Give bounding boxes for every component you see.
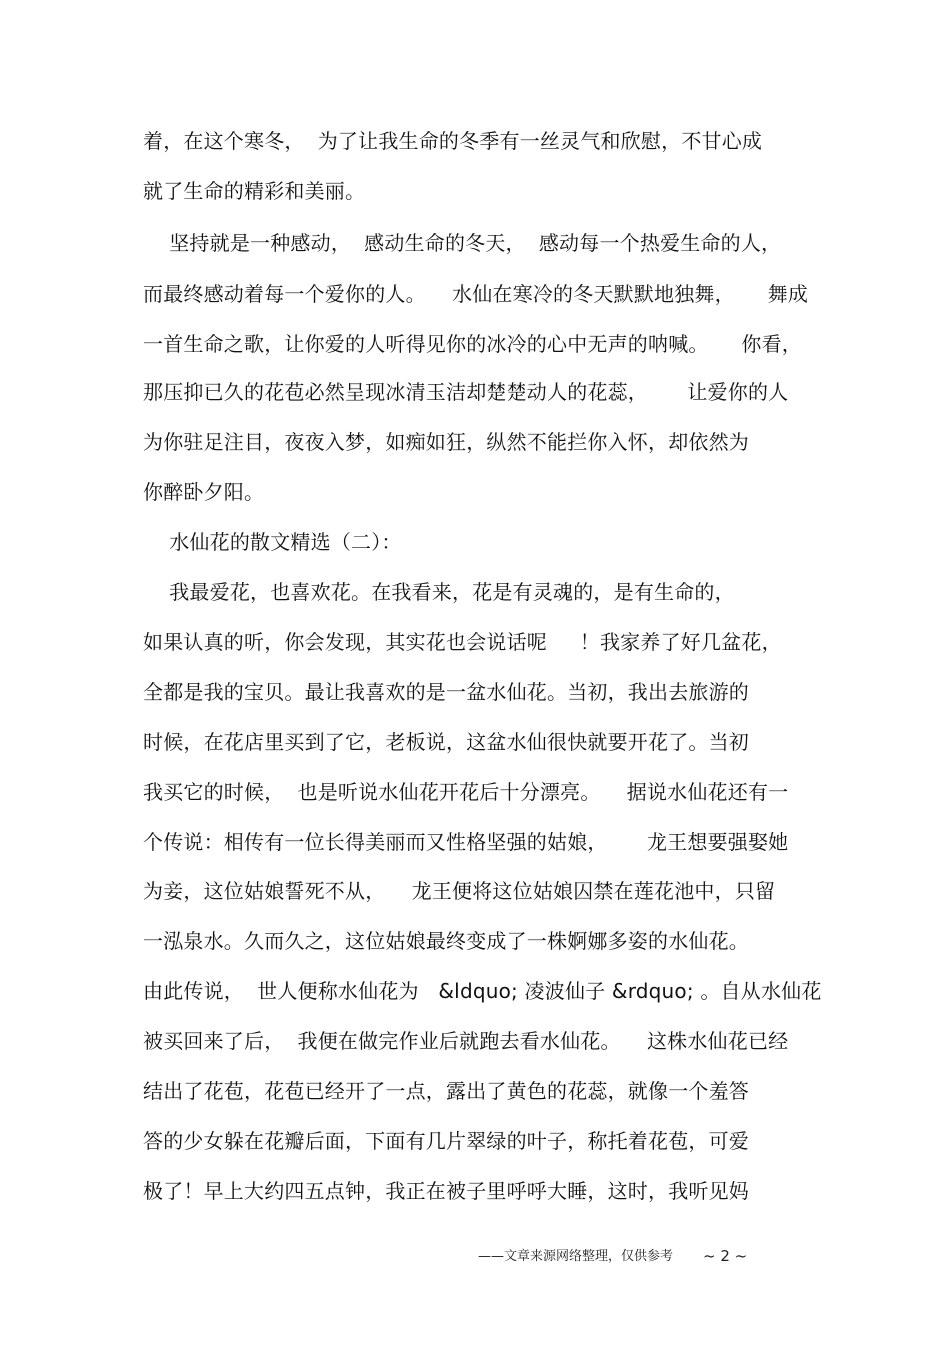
text-line: 而最终感动着每一个爱你的人。 水仙在寒冷的冬天默默地独舞， 舞成 <box>143 282 809 306</box>
text-line: 为你驻足注目，夜夜入梦，如痴如狂，纵然不能拦你入怀，却依然为 <box>143 430 749 454</box>
text-line: 一首生命之歌，让你爱的人听得见你的冰冷的心中无声的呐喊。 你看， <box>143 332 802 356</box>
text-line: 被买回来了后， 我便在做完作业后就跑去看水仙花。 这株水仙花已经 <box>143 1029 789 1053</box>
text-line: 坚持就是一种感动， 感动生命的冬天， 感动每一个热爱生命的人， <box>143 231 782 255</box>
text-line: 极了！早上大约四五点钟，我正在被子里呼呼大睡，这时，我听见妈 <box>143 1179 749 1203</box>
text-line: 我最爱花，也喜欢花。在我看来，花是有灵魂的，是有生命的， <box>143 580 735 604</box>
text-line: 如果认真的听，你会发现，其实花也会说话呢 ！我家养了好几盆花， <box>143 630 782 654</box>
text-line: 个传说：相传有一位长得美丽而又性格坚强的姑娘， 龙王想要强娶她 <box>143 830 789 854</box>
text-line: 为妾，这位姑娘誓死不从， 龙王便将这位姑娘囚禁在莲花池中，只留 <box>143 879 776 903</box>
text-line: 时候，在花店里买到了它，老板说，这盆水仙很快就要开花了。当初 <box>143 730 749 754</box>
text-line: 一泓泉水。久而久之，这位姑娘最终变成了一株婀娜多姿的水仙花。 <box>143 929 749 953</box>
section-heading: 水仙花的散文精选（二）： <box>143 530 402 554</box>
text-line: 结出了花苞，花苞已经开了一点，露出了黄色的花蕊，就像一个羞答 <box>143 1079 749 1103</box>
text-line: 你醉卧夕阳。 <box>143 480 265 504</box>
footer-source-note: ——文章来源网络整理，仅供参考 <box>478 1249 674 1264</box>
page-number: ~ 2 ~ <box>703 1247 748 1265</box>
text-line: 就了生命的精彩和美丽。 <box>143 179 366 203</box>
text-line: 全都是我的宝贝。最让我喜欢的是一盆水仙花。当初，我出去旅游的 <box>143 680 749 704</box>
text-line: 那压抑已久的花苞必然呈现冰清玉洁却楚楚动人的花蕊， 让爱你的人 <box>143 380 789 404</box>
text-line: 我买它的时候， 也是听说水仙花开花后十分漂亮。 据说水仙花还有一 <box>143 780 789 804</box>
text-line: 答的少女躲在花瓣后面，下面有几片翠绿的叶子，称托着花苞，可爱 <box>143 1129 749 1153</box>
text-line: 由此传说， 世人便称水仙花为 &ldquo; 凌波仙子 &rdquo; 。自从水仙花 <box>143 979 822 1003</box>
text-line: 着，在这个寒冬， 为了让我生命的冬季有一丝灵气和欣慰，不甘心成 <box>143 129 763 153</box>
